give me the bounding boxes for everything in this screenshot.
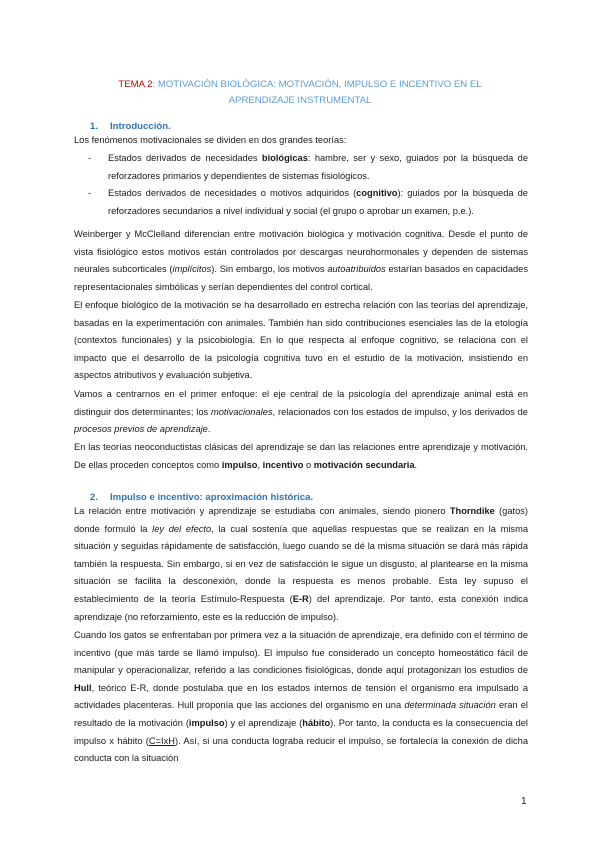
text-run: ): guiados por la búsqueda de reforzadores secundarios a nivel individual y social (el grupo o aprobar un examen, p.e.). [108, 188, 528, 216]
text-run: ) y el aprendizaje ( [224, 717, 303, 728]
document-title [90, 77, 510, 109]
list-item [74, 150, 528, 185]
text-run: Cuando los gatos se enfrentaban por primera vez a la situación de aprendizaje, era definido con el término de incentivo (que más tarde se llamó impulso). El impulso fue considerado un concepto homeostático fácil de manipular y operacionalizar, referido a las condiciones fisiológicas, donde aquí protagonizan los estudios de [74, 630, 528, 676]
bold-term: hábito [302, 717, 331, 728]
paragraph-enfoque: El enfoque biológico de la motivación se ha desarrollado en estrecha relación con las teorías del aprendizaje, basadas en la experimentación con animales. También han sido contribuciones esenciales las de la etología (contextos funcionales) y la psicobiología. En lo que respecta al enfoque cognitivo, se relaciona con el impacto que el desarrollo de la psicología cognitiva tuvo en el estudio de la motivación, insistiendo en aspectos atributivos y evaluación subjetiva. [74, 300, 528, 381]
bullet-list [74, 150, 528, 220]
text-run: , relacionados con los estados de impulso, y los derivados de [272, 406, 528, 417]
bold-term: Hull [74, 682, 92, 693]
text-run: eran el resultado de la motivación ( [74, 700, 528, 728]
text-run: o [303, 459, 314, 470]
italic-term: implícitos [172, 264, 212, 275]
bold-term: impulso [221, 459, 258, 470]
section-title: Introducción. [110, 121, 171, 132]
title-text: : MOTIVACIÓN BIOLÓGICA: MOTIVACIÓN, IMPULSO E INCENTIVO EN EL APRENDIZAJE INSTRUMENTAL [152, 79, 482, 106]
text-run: Vamos a centrarnos en el primer enfoque: el eje central de la psicología del aprendizaje animal está en distinguir dos determinantes; los [74, 389, 528, 417]
section-number: 1. [90, 121, 99, 132]
bold-term: biológicas [261, 153, 308, 163]
italic-term: autoatribuidos [327, 264, 386, 275]
bold-term: cognitivo [356, 188, 398, 199]
paragraph-relacion [74, 503, 528, 626]
bold-term: motivación secundaria [313, 459, 415, 470]
text-run: . [207, 424, 211, 435]
text-run: , teórico E-R, donde postulaba que en los estados internos de tensión el organismo era impulsado a actividades placenteras. Hull proponía que las acciones del organismo en una [74, 682, 528, 711]
text-run: , la cual sostenía que aquellas respuestas que se realizan en la misma situación y seguidas rápidamente de satisfacción, luego cuando se dé la misma situación se dará más rápida también la respuesta. Sin embargo, si en vez de satisfacción le sigue un disgusto, al plantearse en la misma situación se facilita la desconexión, donde la respuesta es menos probable. Esta ley supuso el establecimiento de la teoría Estímulo-Respuesta ( [74, 523, 528, 604]
text-run: Weinberger y McClelland diferencian entre motivación biológica y motivación cognitiva. Desde el punto de vista fisiológico estos motivos están controlados por descargas neurohormonales y dependen de sistemas neurales subcorticales ( [74, 229, 528, 275]
italic-term: ley del efecto [152, 523, 212, 534]
section-title: Impulso e incentivo: aproximación histórica. [110, 492, 314, 503]
title-tema-label: TEMA 2 [118, 79, 153, 90]
section-heading-introduccion [90, 121, 171, 132]
bold-term: Thorndike [449, 506, 495, 516]
text-run: ). Sin embargo, los motivos [211, 264, 328, 275]
paragraph-teorias [74, 439, 528, 474]
underlined-formula: C=IxH [148, 735, 175, 746]
text-run: La relación entre motivación y aprendizaje se estudiaba con animales, siendo pionero [74, 506, 450, 516]
text-run: , [257, 459, 263, 470]
text-run: En las teorías neoconductistas clásicas del aprendizaje se dan las relaciones entre aprendizaje y motivación. De ellas proceden conceptos como [74, 442, 528, 470]
page-number: 1 [521, 796, 527, 807]
bold-term: incentivo [262, 459, 304, 470]
section-heading-impulso [90, 492, 313, 503]
text-run: ) del aprendizaje. Por tanto, esta conexión indica aprendizaje (no reforzamiento, este es la reducción de impulso). [74, 593, 528, 622]
text-run: Estados derivados de necesidades [108, 153, 262, 163]
paragraph-vamos [74, 386, 528, 439]
italic-term: determinada situación [404, 700, 496, 711]
text-run: Estados derivados de necesidades o motivos adquiridos ( [108, 188, 357, 199]
italic-term: procesos previos de aprendizaje [74, 424, 208, 435]
section-number: 2. [90, 492, 99, 503]
bold-term: impulso [188, 717, 225, 728]
text-run: estarían basados en capacidades representacionales simbólicas y serían dependientes del control cortical. [74, 264, 528, 292]
text-run: ). Así, si una conducta lograba reducir el impulso, se fortalecía la conexión de dicha conducta con la situación [74, 735, 528, 764]
bullet-dash: - [88, 153, 92, 163]
paragraph-intro: Los fenómenos motivacionales se dividen en dos grandes teorías: [74, 135, 347, 145]
text-run: . [414, 459, 418, 470]
text-run: (gatos) donde formuló la [74, 506, 528, 534]
text-run: : hambre, ser y sexo, guiados por la búsqueda de reforzadores primarios y dependientes de sistemas fisiológicos. [108, 153, 528, 181]
paragraph-gatos [74, 627, 528, 768]
text-run: ). Por tanto, la conducta es la consecuencia del impulso x hábito ( [74, 717, 528, 746]
list-item [74, 185, 528, 220]
paragraph-weinberger [74, 226, 528, 296]
italic-term: motivacionales [211, 406, 273, 417]
bullet-dash: - [88, 188, 92, 199]
bold-term: E-R [292, 593, 309, 604]
